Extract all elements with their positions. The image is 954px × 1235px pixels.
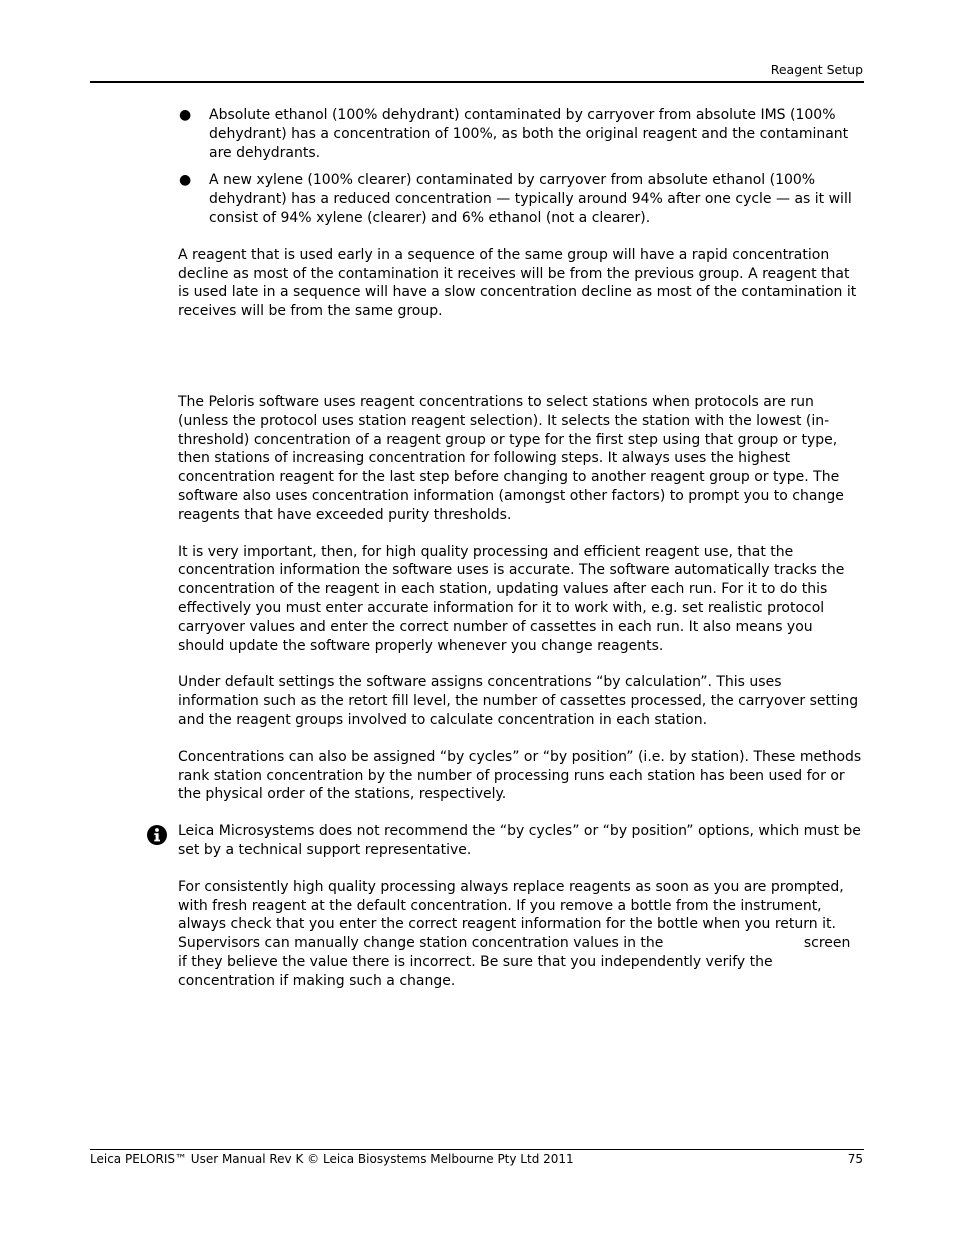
- list-item: [178, 171, 862, 227]
- paragraph: It is very important, then, for high quality processing and efficient reagent use, that the concentration information the software uses is accurate. The software automatically tracks the concentration of the reagent in each station, updating values after each run. For it to do this effectively you must enter accurate information for it to work with, e.g. set realistic protocol carryover values and enter the correct number of cassettes in each run. It also means you should update the software properly whenever you change reagents.: [178, 543, 845, 654]
- page-number: 75: [847, 1152, 863, 1166]
- note-block: [178, 822, 862, 860]
- bullet-glyph: ●: [179, 107, 192, 123]
- paragraph-text: screen if they believe the value there is incorrect. Be sure that you independently verify the concentration if making such a change.: [178, 935, 851, 989]
- info-icon: [146, 824, 168, 846]
- bullet-glyph: ●: [179, 172, 192, 189]
- paragraph: A reagent that is used early in a sequence of the same group will have a rapid concentration decline as most of the contamination it receives will be from the previous group. A reagent that is used late in a sequence will have a slow concentration decline as most of the contamination it receives will be from the same group.: [178, 246, 857, 320]
- list-item: [178, 106, 862, 162]
- footer-divider: [90, 1149, 864, 1150]
- paragraph-text: For consistently high quality processing always replace reagents as soon as you are prompted, with fresh reagent at the default concentration. If you remove a bottle from the instrument, always check that you enter the correct reagent information for the bottle when you return it. Supervisors can manually change station concentration values in the: [178, 878, 844, 952]
- paragraph: Under default settings the software assigns concentrations “by calculation”. This uses information such as the retort fill level, the number of cassettes processed, the carryover setting and the reagent groups involved to calculate concentration in each station.: [178, 674, 859, 728]
- footer-copyright: Leica PELORIS™ User Manual Rev K © Leica Biosystems Melbourne Pty Ltd 2011: [90, 1152, 574, 1166]
- page-body: [178, 106, 862, 1008]
- section-title: Reagent Setup: [770, 62, 863, 77]
- paragraph: [178, 878, 862, 991]
- list-item-text: A new xylene (100% clearer) contaminated by carryover from absolute ethanol (100% dehydrant) has a reduced concentration — typically around 94% after one cycle — as it will consist of 94% xylene (clearer) and 6% ethanol (not a clearer).: [209, 172, 852, 226]
- note-text: Leica Microsystems does not recommend the “by cycles” or “by position” options, which must be set by a technical support representative.: [178, 823, 861, 858]
- paragraph: The Peloris software uses reagent concentrations to select stations when protocols are run (unless the protocol uses station reagent selection). It selects the station with the lowest (in-threshold) concentration of a reagent group or type for the first step using that group or type, then stations of increasing concentration for following steps. It always uses the highest concentration reagent for the last step before changing to another reagent group or type. The software also uses concentration information (amongst other factors) to prompt you to change reagents that have exceeded purity thresholds.: [178, 393, 844, 523]
- blank-heading-space: [178, 339, 862, 393]
- paragraph: Concentrations can also be assigned “by cycles” or “by position” (i.e. by station). These methods rank station concentration by the number of processing runs each station has been used for or the physical order of the stations, respectively.: [178, 748, 862, 803]
- list-item-text: Absolute ethanol (100% dehydrant) contaminated by carryover from absolute IMS (100% dehydrant) has a concentration of 100%, as both the original reagent and the contaminant are dehydrants.: [209, 107, 849, 161]
- header-divider: [90, 81, 864, 83]
- bullet-list: [178, 106, 862, 228]
